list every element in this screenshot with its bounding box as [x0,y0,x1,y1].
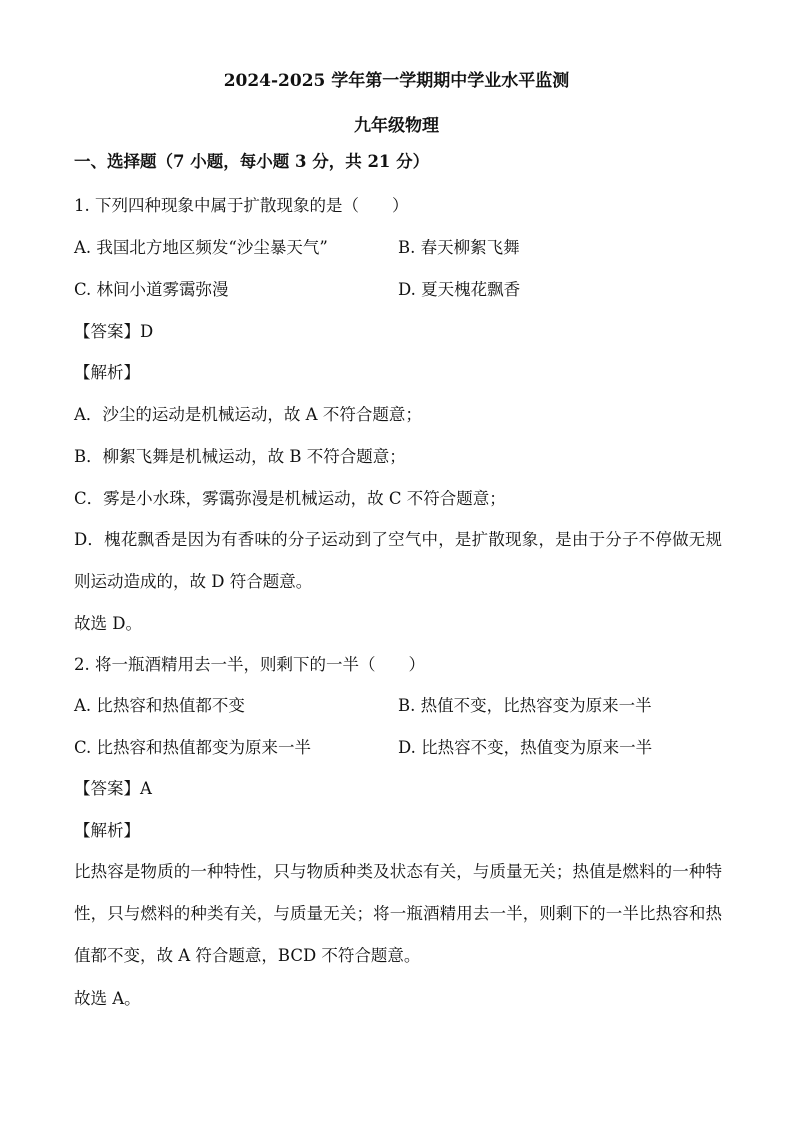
question-2-option-c: C. 比热容和热值都变为原来一半 [74,738,312,757]
question-1-answer: 【答案】D [74,322,154,341]
question-2-analysis-label: 【解析】 [74,821,140,840]
question-1-analysis-label: 【解析】 [74,363,140,382]
question-1-stem: 1. 下列四种现象中属于扩散现象的是（ ） [74,196,409,215]
question-1-analysis-d: D．槐花飘香是因为有香味的分子运动到了空气中，是扩散现象，是由于分子不停做无规则运动造成的，故 D 符合题意。 [74,530,722,591]
question-1-option-a: A. 我国北方地区频发“沙尘暴天气” [74,238,328,257]
question-1-conclusion: 故选 D。 [74,614,142,633]
question-2-conclusion: 故选 A。 [74,989,141,1008]
question-2-option-b: B. 热值不变，比热容变为原来一半 [398,696,652,715]
document-title: 2024-2025 学年第一学期期中学业水平监测 [223,71,570,91]
question-1-option-c: C. 林间小道雾霭弥漫 [74,280,229,299]
question-1-option-b: B. 春天柳絮飞舞 [398,238,520,257]
question-2-analysis: 比热容是物质的一种特性，只与物质种类及状态有关，与质量无关；热值是燃料的一种特性，只与燃料的种类有关，与质量无关；将一瓶酒精用去一半，则剩下的一半比热容和热值都不变，故 A 符合题意，BCD 不符合题意。 [74,862,722,965]
question-1-analysis-b: B．柳絮飞舞是机械运动，故 B 不符合题意； [74,447,406,466]
section-heading: 一、选择题（7 小题，每小题 3 分，共 21 分） [74,152,430,171]
document-subtitle: 九年级物理 [354,116,439,136]
question-1-analysis-c: C．雾是小水珠，雾霭弥漫是机械运动，故 C 不符合题意； [74,489,506,508]
question-1-analysis-a: A．沙尘的运动是机械运动，故 A 不符合题意； [74,405,422,424]
question-2-stem: 2. 将一瓶酒精用去一半，则剩下的一半（ ） [74,655,425,674]
question-2-option-a: A. 比热容和热值都不变 [74,696,245,715]
question-1-option-d: D. 夏天槐花飘香 [398,280,521,299]
question-2-answer: 【答案】A [74,779,152,798]
question-2-option-d: D. 比热容不变，热值变为原来一半 [398,738,653,757]
